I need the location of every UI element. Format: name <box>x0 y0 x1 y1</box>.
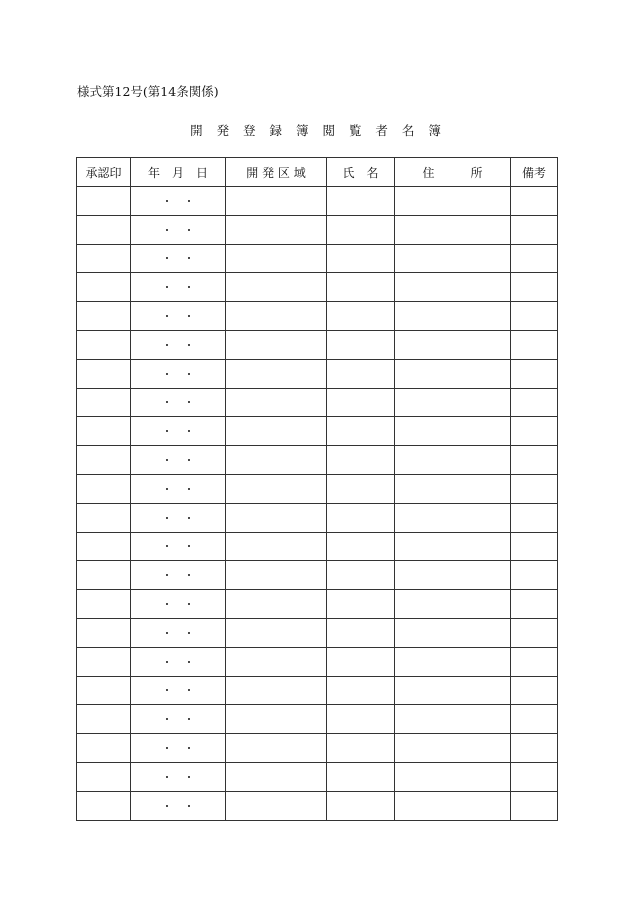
table-row <box>77 474 558 503</box>
development-area-cell <box>226 734 327 763</box>
name-cell <box>327 330 395 359</box>
table-row <box>77 647 558 676</box>
remarks-cell <box>511 791 558 820</box>
table-row <box>77 388 558 417</box>
date-placeholder: ・ ・ <box>161 540 195 554</box>
approval-seal-cell <box>77 676 131 705</box>
remarks-cell <box>511 446 558 475</box>
date-placeholder: ・ ・ <box>161 799 195 813</box>
remarks-cell <box>511 302 558 331</box>
approval-seal-cell <box>77 215 131 244</box>
table-row <box>77 359 558 388</box>
remarks-cell <box>511 762 558 791</box>
header-remarks: 備考 <box>511 158 558 187</box>
approval-seal-cell <box>77 474 131 503</box>
date-cell <box>131 503 226 532</box>
development-area-cell <box>226 244 327 273</box>
date-placeholder: ・ ・ <box>161 310 195 324</box>
date-placeholder: ・ ・ <box>161 655 195 669</box>
name-cell <box>327 618 395 647</box>
remarks-cell <box>511 388 558 417</box>
name-cell <box>327 532 395 561</box>
table-row <box>77 791 558 820</box>
approval-seal-cell <box>77 618 131 647</box>
remarks-cell <box>511 561 558 590</box>
date-cell <box>131 273 226 302</box>
address-cell <box>395 647 511 676</box>
table-row <box>77 330 558 359</box>
approval-seal-cell <box>77 532 131 561</box>
header-name: 氏 名 <box>327 158 395 187</box>
approval-seal-cell <box>77 273 131 302</box>
table-row <box>77 244 558 273</box>
address-cell <box>395 474 511 503</box>
date-cell <box>131 532 226 561</box>
date-placeholder: ・ ・ <box>161 626 195 640</box>
name-cell <box>327 187 395 216</box>
name-cell <box>327 503 395 532</box>
date-cell <box>131 302 226 331</box>
name-cell <box>327 705 395 734</box>
address-cell <box>395 618 511 647</box>
date-cell <box>131 734 226 763</box>
address-cell <box>395 532 511 561</box>
approval-seal-cell <box>77 503 131 532</box>
table-row <box>77 532 558 561</box>
address-cell <box>395 244 511 273</box>
date-cell <box>131 388 226 417</box>
date-cell <box>131 676 226 705</box>
name-cell <box>327 446 395 475</box>
development-area-cell <box>226 302 327 331</box>
approval-seal-cell <box>77 446 131 475</box>
approval-seal-cell <box>77 590 131 619</box>
table-row <box>77 618 558 647</box>
development-area-cell <box>226 532 327 561</box>
approval-seal-cell <box>77 244 131 273</box>
name-cell <box>327 762 395 791</box>
header-date: 年 月 日 <box>131 158 226 187</box>
date-placeholder: ・ ・ <box>161 454 195 468</box>
development-area-cell <box>226 446 327 475</box>
date-cell <box>131 330 226 359</box>
date-placeholder: ・ ・ <box>161 598 195 612</box>
development-area-cell <box>226 187 327 216</box>
development-area-cell <box>226 590 327 619</box>
date-cell <box>131 417 226 446</box>
name-cell <box>327 244 395 273</box>
date-cell <box>131 762 226 791</box>
approval-seal-cell <box>77 705 131 734</box>
date-cell <box>131 359 226 388</box>
address-cell <box>395 417 511 446</box>
development-area-cell <box>226 791 327 820</box>
development-area-cell <box>226 215 327 244</box>
address-cell <box>395 561 511 590</box>
table-row <box>77 446 558 475</box>
table-row <box>77 762 558 791</box>
date-placeholder: ・ ・ <box>161 770 195 784</box>
remarks-cell <box>511 187 558 216</box>
development-area-cell <box>226 273 327 302</box>
date-cell <box>131 474 226 503</box>
name-cell <box>327 359 395 388</box>
approval-seal-cell <box>77 561 131 590</box>
name-cell <box>327 590 395 619</box>
development-area-cell <box>226 503 327 532</box>
date-cell <box>131 446 226 475</box>
date-placeholder: ・ ・ <box>161 742 195 756</box>
remarks-cell <box>511 647 558 676</box>
address-cell <box>395 676 511 705</box>
table-row <box>77 734 558 763</box>
header-approval-seal: 承認印 <box>77 158 131 187</box>
header-address: 住 所 <box>395 158 511 187</box>
address-cell <box>395 762 511 791</box>
remarks-cell <box>511 590 558 619</box>
table-body <box>77 187 558 821</box>
table-row <box>77 417 558 446</box>
name-cell <box>327 215 395 244</box>
address-cell <box>395 388 511 417</box>
remarks-cell <box>511 330 558 359</box>
address-cell <box>395 791 511 820</box>
remarks-cell <box>511 359 558 388</box>
date-cell <box>131 647 226 676</box>
header-development-area: 開 発 区 域 <box>226 158 327 187</box>
date-cell <box>131 561 226 590</box>
development-area-cell <box>226 618 327 647</box>
table-row <box>77 302 558 331</box>
address-cell <box>395 705 511 734</box>
date-cell <box>131 590 226 619</box>
development-area-cell <box>226 388 327 417</box>
date-placeholder: ・ ・ <box>161 367 195 381</box>
development-area-cell <box>226 762 327 791</box>
table-row <box>77 273 558 302</box>
name-cell <box>327 791 395 820</box>
remarks-cell <box>511 734 558 763</box>
approval-seal-cell <box>77 791 131 820</box>
date-placeholder: ・ ・ <box>161 223 195 237</box>
address-cell <box>395 446 511 475</box>
approval-seal-cell <box>77 417 131 446</box>
table-row <box>77 561 558 590</box>
date-cell <box>131 618 226 647</box>
approval-seal-cell <box>77 762 131 791</box>
approval-seal-cell <box>77 302 131 331</box>
date-placeholder: ・ ・ <box>161 569 195 583</box>
approval-seal-cell <box>77 734 131 763</box>
date-placeholder: ・ ・ <box>161 252 195 266</box>
development-area-cell <box>226 561 327 590</box>
remarks-cell <box>511 244 558 273</box>
name-cell <box>327 302 395 331</box>
viewer-register-table <box>76 157 558 821</box>
date-placeholder: ・ ・ <box>161 281 195 295</box>
approval-seal-cell <box>77 388 131 417</box>
name-cell <box>327 647 395 676</box>
name-cell <box>327 273 395 302</box>
date-cell <box>131 187 226 216</box>
date-placeholder: ・ ・ <box>161 511 195 525</box>
table-header-row <box>77 158 558 187</box>
approval-seal-cell <box>77 647 131 676</box>
remarks-cell <box>511 676 558 705</box>
name-cell <box>327 676 395 705</box>
development-area-cell <box>226 417 327 446</box>
date-placeholder: ・ ・ <box>161 482 195 496</box>
address-cell <box>395 330 511 359</box>
name-cell <box>327 474 395 503</box>
date-placeholder: ・ ・ <box>161 396 195 410</box>
development-area-cell <box>226 474 327 503</box>
remarks-cell <box>511 215 558 244</box>
form-number: 様式第12号(第14条関係) <box>77 84 219 99</box>
remarks-cell <box>511 474 558 503</box>
remarks-cell <box>511 273 558 302</box>
name-cell <box>327 734 395 763</box>
table-row <box>77 215 558 244</box>
date-placeholder: ・ ・ <box>161 684 195 698</box>
table-row <box>77 676 558 705</box>
date-placeholder: ・ ・ <box>161 425 195 439</box>
address-cell <box>395 590 511 619</box>
date-cell <box>131 791 226 820</box>
name-cell <box>327 561 395 590</box>
address-cell <box>395 302 511 331</box>
development-area-cell <box>226 705 327 734</box>
remarks-cell <box>511 417 558 446</box>
approval-seal-cell <box>77 330 131 359</box>
address-cell <box>395 359 511 388</box>
address-cell <box>395 503 511 532</box>
table-row <box>77 187 558 216</box>
date-cell <box>131 215 226 244</box>
table-row <box>77 705 558 734</box>
development-area-cell <box>226 647 327 676</box>
date-cell <box>131 244 226 273</box>
remarks-cell <box>511 503 558 532</box>
remarks-cell <box>511 618 558 647</box>
date-cell <box>131 705 226 734</box>
address-cell <box>395 273 511 302</box>
date-placeholder: ・ ・ <box>161 194 195 208</box>
approval-seal-cell <box>77 359 131 388</box>
remarks-cell <box>511 705 558 734</box>
address-cell <box>395 187 511 216</box>
table-row <box>77 590 558 619</box>
development-area-cell <box>226 330 327 359</box>
name-cell <box>327 417 395 446</box>
development-area-cell <box>226 676 327 705</box>
development-area-cell <box>226 359 327 388</box>
address-cell <box>395 215 511 244</box>
date-placeholder: ・ ・ <box>161 713 195 727</box>
approval-seal-cell <box>77 187 131 216</box>
address-cell <box>395 734 511 763</box>
document-title: 開 発 登 録 簿 閲 覧 者 名 簿 <box>190 123 446 138</box>
date-placeholder: ・ ・ <box>161 338 195 352</box>
name-cell <box>327 388 395 417</box>
table-row <box>77 503 558 532</box>
remarks-cell <box>511 532 558 561</box>
